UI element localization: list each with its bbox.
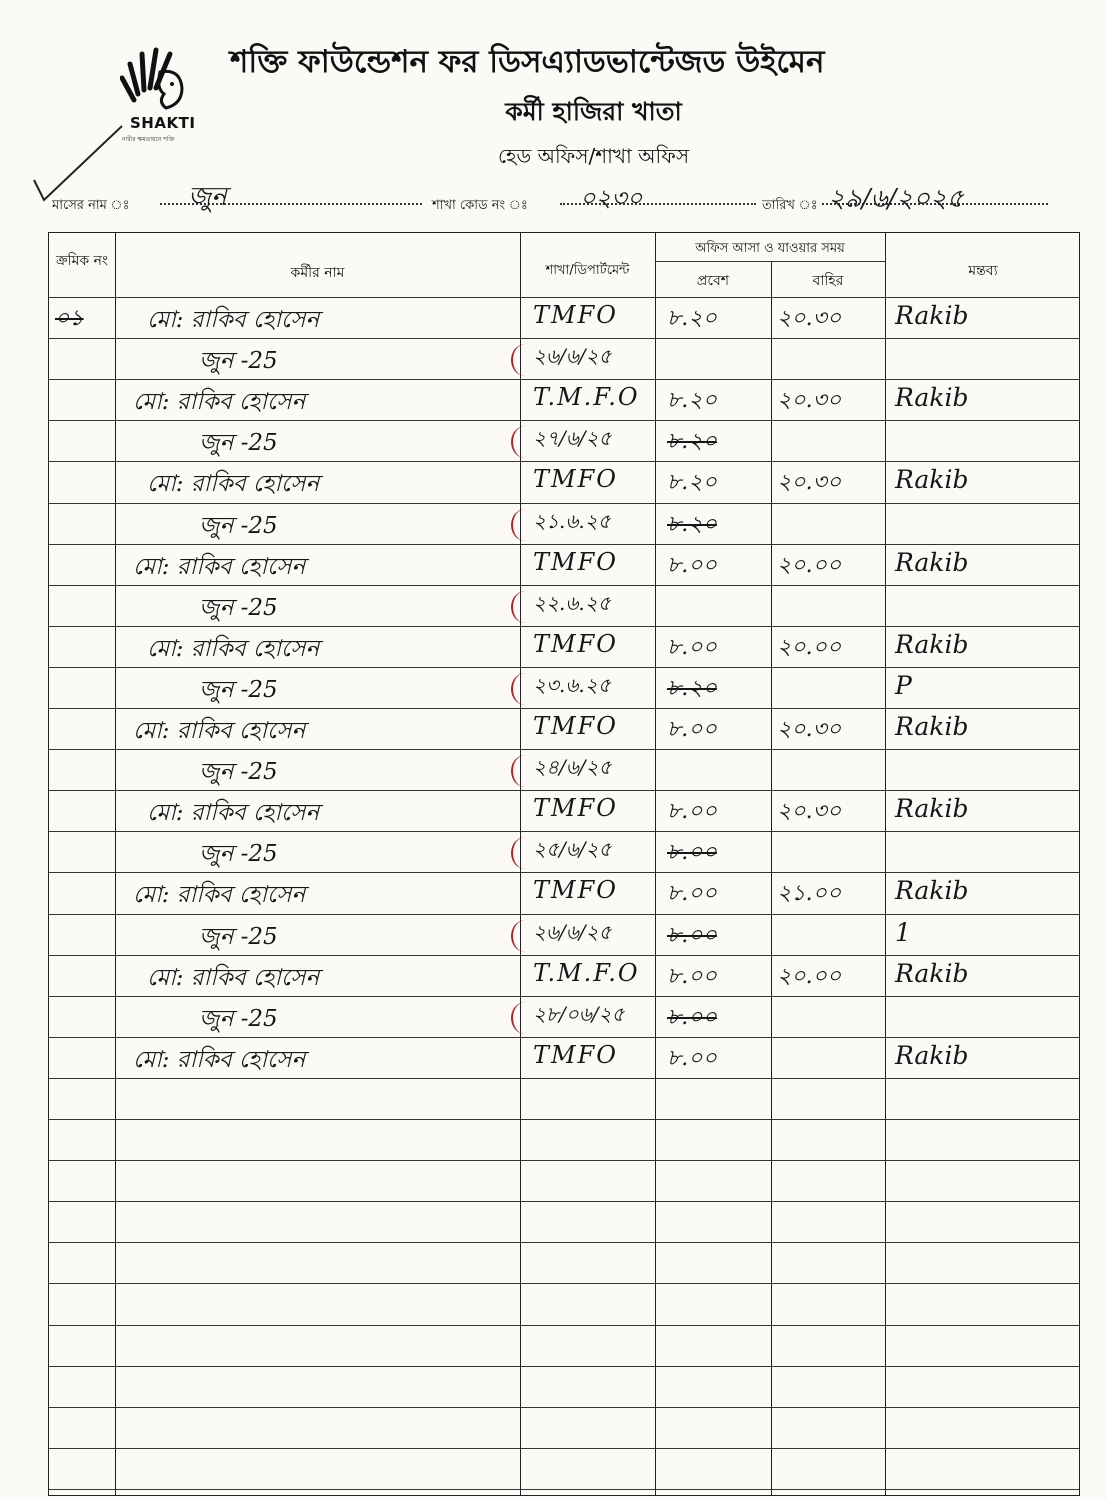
time-in-cell: ৮.০০ <box>667 881 717 907</box>
time-in-cell: ৮.০০ <box>667 1045 717 1071</box>
row-rule-line <box>49 1407 1079 1408</box>
time-in-cell: ৮.০০ <box>667 634 717 660</box>
column-divider <box>771 261 772 1495</box>
department-cell: TMFO <box>533 465 618 494</box>
department-cell: T.M.F.O <box>533 958 640 987</box>
time-out-cell: ২১.০০ <box>777 881 842 907</box>
department-cell: TMFO <box>533 712 618 740</box>
employee-name-cell: জুন -25 <box>199 676 278 703</box>
row-rule-line <box>49 297 1079 298</box>
employee-name-cell: জুন -25 <box>199 841 278 868</box>
row-rule-line <box>49 1119 1079 1120</box>
branch-code-value: ০২৩০ <box>580 184 643 212</box>
employee-name-cell: মো: রাকিব হোসেন <box>133 553 306 580</box>
department-cell: TMFO <box>533 301 618 329</box>
employee-name-cell: মো: রাকিব হোসেন <box>147 964 320 991</box>
time-in-cell: ৮.২০ <box>667 388 717 414</box>
header-in: প্রবেশ <box>696 273 730 289</box>
header-time-group: অফিস আসা ও যাওয়ার সময় <box>695 241 845 256</box>
date-value: ২৯/৬/২০২৫ <box>828 184 964 214</box>
employee-name-cell: মো: রাকিব হোসেন <box>147 800 320 827</box>
row-rule-line <box>49 1448 1079 1449</box>
row-rule-line <box>49 1325 1079 1326</box>
row-rule-line <box>49 1160 1079 1161</box>
time-in-cell: ৮.০০ <box>667 799 717 825</box>
remark-cell: Rakib <box>895 876 969 906</box>
remark-cell: Rakib <box>895 547 969 577</box>
employee-name-cell: মো: রাকিব হোসেন <box>147 307 320 333</box>
time-out-cell: ২০.০০ <box>777 552 842 578</box>
red-bracket-mark <box>511 344 539 376</box>
department-cell: TMFO <box>533 1040 618 1069</box>
time-out-cell: ২০.০০ <box>777 634 842 660</box>
department-cell: T.M.F.O <box>533 383 640 412</box>
remark-cell: Rakib <box>895 629 969 659</box>
row-rule-line <box>49 1201 1079 1202</box>
date-label: তারিখ ঃ <box>762 198 818 213</box>
time-out-cell: ২০.৩০ <box>777 717 842 742</box>
employee-name-cell: জুন -25 <box>199 430 278 457</box>
header-dept: শাখা/ডিপার্টমেন্ট <box>545 263 630 278</box>
logo-brand-text: SHAKTI <box>130 114 196 132</box>
employee-name-cell: জুন -25 <box>199 1005 278 1032</box>
entry-date-cell: ২১.৬.২৫ <box>533 508 611 533</box>
department-cell: TMFO <box>533 629 618 658</box>
time-out-cell: ২০.৩০ <box>777 388 842 414</box>
office-type: হেড অফিস/শাখা অফিস <box>497 144 690 168</box>
entry-date-cell: ২৬/৬/২৫ <box>533 919 612 944</box>
employee-name-cell: জুন -25 <box>199 348 278 375</box>
employee-name-cell: মো: রাকিব হোসেন <box>133 718 306 744</box>
time-in-cell: ৮.২০ <box>667 470 717 496</box>
time-in-cell: ৮.০০ <box>667 717 717 742</box>
attendance-table <box>48 232 1080 1496</box>
employee-name-cell: জুন -25 <box>199 923 278 950</box>
entry-date-cell: ২৬/৬/২৫ <box>533 344 612 369</box>
employee-name-cell: মো: রাকিব হোসেন <box>147 635 320 662</box>
department-cell: TMFO <box>533 876 618 905</box>
month-label: মাসের নাম ঃ <box>52 198 130 213</box>
time-in-cell: ৮.০০ <box>667 552 717 578</box>
employee-name-cell: জুন -25 <box>199 512 278 539</box>
entry-date-cell: ২৮/০৬/২৫ <box>533 1001 625 1026</box>
remark-cell: 1 <box>895 917 911 947</box>
column-divider <box>885 233 886 1495</box>
entry-date-cell: ২২.৬.২৫ <box>533 590 611 615</box>
time-in-cell: ৮.২০ <box>667 429 717 455</box>
time-in-cell: ৮.২০ <box>667 675 717 701</box>
time-out-cell: ২০.৩০ <box>777 799 842 825</box>
header-remarks: মন্তব্য <box>968 263 998 279</box>
time-out-cell: ২০.৩০ <box>777 470 842 496</box>
entry-date-cell: ২৭/৬/২৫ <box>533 426 612 451</box>
row-rule-line <box>49 1242 1079 1243</box>
time-in-cell: ৮.২০ <box>667 306 717 331</box>
red-bracket-mark <box>511 1002 539 1034</box>
employee-name-cell: মো: রাকিব হোসেন <box>133 1046 306 1073</box>
time-in-cell: ৮.০০ <box>667 922 717 948</box>
employee-name-cell: মো: রাকিব হোসেন <box>133 389 306 416</box>
time-in-cell: ৮.০০ <box>667 840 717 866</box>
remark-cell: Rakib <box>895 958 969 988</box>
row-rule-line <box>49 1283 1079 1284</box>
time-out-cell: ২০.৩০ <box>777 306 842 331</box>
employee-name-cell: মো: রাকিব হোসেন <box>133 882 306 909</box>
time-in-cell: ৮.২০ <box>667 511 717 537</box>
red-bracket-mark <box>511 920 539 952</box>
remark-cell: Rakib <box>895 301 969 330</box>
entry-date-cell: ২৪/৬/২৫ <box>533 755 612 780</box>
remark-cell: Rakib <box>895 712 969 741</box>
row-rule-line <box>49 1366 1079 1367</box>
remark-cell: P <box>895 670 912 700</box>
organization-name: শক্তি ফাউন্ডেশন ফর ডিসএ্যাডভান্টেজড উইমেন <box>230 44 825 80</box>
employee-name-cell: মো: রাকিব হোসেন <box>147 471 320 498</box>
branch-code-label: শাখা কোড নং ঃ <box>432 198 528 213</box>
entry-date-cell: ২৩.৬.২৫ <box>533 672 611 697</box>
remark-cell: Rakib <box>895 1040 969 1070</box>
employee-name-cell: জুন -25 <box>199 759 278 786</box>
remark-cell: Rakib <box>895 465 969 495</box>
document-title: কর্মী হাজিরা খাতা <box>505 97 682 126</box>
row-rule-line <box>49 1489 1079 1490</box>
entry-date-cell: ২৫/৬/২৫ <box>533 837 612 862</box>
header-serial: ক্রমিক নং <box>55 253 109 269</box>
red-bracket-mark <box>511 591 539 623</box>
header-subdivider <box>655 261 885 262</box>
red-bracket-mark <box>511 755 539 787</box>
serial-cell: ০১ <box>55 306 84 331</box>
header-name: কর্মীর নাম <box>290 265 345 281</box>
department-cell: TMFO <box>533 547 618 576</box>
time-in-cell: ৮.০০ <box>667 1004 717 1030</box>
month-value: জুন <box>188 182 227 212</box>
remark-cell: Rakib <box>895 794 969 824</box>
time-out-cell: ২০.০০ <box>777 963 842 989</box>
header-out: বাহির <box>812 273 844 289</box>
red-bracket-mark <box>511 837 539 869</box>
employee-name-cell: জুন -25 <box>199 594 278 621</box>
red-bracket-mark <box>511 426 539 458</box>
red-bracket-mark <box>511 509 539 541</box>
department-cell: TMFO <box>533 794 618 823</box>
time-in-cell: ৮.০০ <box>667 963 717 989</box>
column-divider <box>655 233 656 1495</box>
remark-cell: Rakib <box>895 383 969 413</box>
column-divider <box>115 233 116 1495</box>
logo-tagline: নারীর ক্ষমতায়নে শক্তি <box>122 136 175 143</box>
red-bracket-mark <box>511 673 539 705</box>
